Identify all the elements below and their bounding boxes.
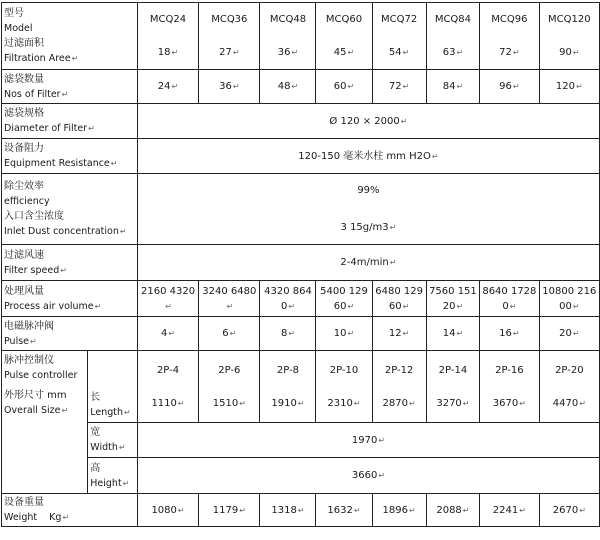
width-value: 1970↵: [137, 423, 599, 458]
paragraph-mark: ↵: [60, 265, 67, 275]
model-col-2: [199, 3, 260, 70]
pc-length-col-6: [426, 351, 479, 423]
filtration-area-value: 90↵: [559, 47, 580, 58]
width-label: [88, 423, 138, 458]
process-air-volume-label-cn: 处理风量: [4, 285, 44, 297]
weight-value: 2241↵: [480, 494, 540, 527]
filtration-area-value: 36↵: [277, 47, 299, 58]
pulse-controller-value: 2P-14: [438, 364, 468, 376]
weight-value: 1318↵: [260, 494, 316, 527]
paragraph-mark: ↵: [291, 82, 299, 91]
length-label-en: Length↵: [90, 407, 131, 418]
model-col-3: [260, 3, 316, 70]
pulse-controller-value: 2P-6: [218, 364, 241, 376]
row-height: [2, 458, 600, 494]
length-label: [88, 351, 138, 423]
nos-of-filter-label: [2, 70, 138, 104]
paragraph-mark: ↵: [572, 301, 580, 311]
paragraph-mark: ↵: [462, 505, 470, 515]
model-col-7: [480, 3, 540, 70]
paragraph-mark: ↵: [61, 89, 69, 99]
paragraph-mark: ↵: [62, 513, 70, 522]
diameter-of-filter-label: [2, 104, 138, 139]
nos-of-filter-value: 48↵: [260, 70, 316, 104]
paragraph-mark: ↵: [297, 398, 305, 408]
weight-value: 1080↵: [137, 494, 198, 527]
paragraph-mark: ↵: [239, 398, 246, 408]
paragraph-mark: ↵: [509, 301, 517, 311]
model-col-6: [426, 3, 479, 70]
diameter-of-filter-value: Ø 120 × 2000↵: [137, 104, 599, 139]
nos-of-filter-value: 24↵: [137, 70, 198, 104]
weight-label-cn: 设备重量: [4, 497, 44, 508]
paragraph-mark: ↵: [402, 329, 410, 338]
row-pulse-controller: [2, 351, 600, 423]
process-air-volume-value: 6480 12960↵: [372, 281, 426, 317]
pulse-controller-label-en: Pulse controller: [4, 370, 78, 381]
paragraph-mark: ↵: [353, 398, 361, 408]
paragraph-mark: ↵: [232, 82, 240, 91]
paragraph-mark: ↵: [389, 223, 397, 232]
paragraph-mark: ↵: [579, 398, 586, 408]
paragraph-mark: ↵: [177, 398, 185, 408]
paragraph-mark: ↵: [232, 48, 240, 57]
equipment-resistance-label: [2, 139, 138, 174]
paragraph-mark: ↵: [291, 48, 299, 57]
filtration-area-label-cn: 过滤面积: [4, 38, 44, 49]
pulse-value: 10↵: [316, 317, 372, 351]
filtration-area-value: 27↵: [219, 47, 240, 58]
paragraph-mark: ↵: [171, 82, 179, 91]
paragraph-mark: ↵: [456, 301, 464, 311]
height-label-en: Height↵: [90, 477, 130, 489]
weight-label-en: Weight Kg↵: [4, 512, 70, 523]
row-nos-of-filter: [2, 70, 600, 104]
paragraph-mark: ↵: [347, 329, 355, 338]
model-value: MCQ36: [211, 14, 248, 25]
paragraph-mark: ↵: [118, 443, 126, 452]
height-label: [88, 458, 138, 494]
model-value: MCQ96: [491, 14, 528, 25]
pulse-value: 8↵: [260, 317, 316, 351]
width-label-en: Width↵: [90, 442, 126, 453]
inlet-dust-value: 3 15g/m3↵: [340, 222, 397, 233]
paragraph-mark: ↵: [512, 48, 520, 57]
overall-size-label-cn: 外形尺寸 mm: [4, 390, 67, 401]
process-air-volume-value: 8640 17280↵: [480, 281, 540, 317]
pc-length-col-2: [199, 351, 260, 423]
filtration-area-value: 63↵: [442, 47, 464, 58]
weight-value: 2088↵: [426, 494, 479, 527]
paragraph-mark: ↵: [122, 478, 130, 488]
filtration-area-value: 18↵: [157, 47, 179, 58]
paragraph-mark: ↵: [579, 505, 586, 515]
paragraph-mark: ↵: [288, 301, 296, 311]
paragraph-mark: ↵: [239, 505, 246, 515]
model-col-1: [137, 3, 198, 70]
pc-length-col-3: [260, 351, 316, 423]
pc-length-col-1: [137, 351, 198, 423]
process-air-volume-value: 7560 15120↵: [426, 281, 479, 317]
nos-of-filter-value: 120↵: [539, 70, 599, 104]
paragraph-mark: ↵: [576, 82, 583, 91]
equipment-resistance-value: 120-150 毫米水柱 mm H2O↵: [137, 139, 599, 174]
filtration-area-value: 45↵: [333, 47, 355, 58]
paragraph-mark: ↵: [389, 258, 397, 267]
paragraph-mark: ↵: [519, 398, 526, 408]
diameter-of-filter-label-cn: 滤袋规格: [4, 108, 44, 119]
pulse-label-en: Pulse↵: [4, 335, 37, 347]
length-value: 1910↵: [271, 397, 305, 409]
paragraph-mark: ↵: [378, 471, 386, 480]
paragraph-mark: ↵: [88, 124, 95, 133]
paragraph-mark: ↵: [409, 505, 416, 515]
model-value: MCQ24: [149, 14, 187, 25]
row-process-air-volume: [2, 281, 600, 317]
pulse-controller-value: 2P-20: [555, 364, 584, 376]
row-equipment-resistance: [2, 139, 600, 174]
pulse-controller-value: 2P-10: [329, 364, 359, 376]
efficiency-inlet-cell: [137, 174, 599, 245]
pulse-value: 16↵: [480, 317, 540, 351]
paragraph-mark: ↵: [229, 329, 237, 338]
inlet-dust-label-en: Inlet Dust concentration↵: [4, 226, 127, 237]
paragraph-mark: ↵: [347, 48, 355, 57]
model-label-cell: [2, 3, 138, 70]
pulse-controller-value: 2P-4: [156, 364, 180, 376]
length-value: 1110↵: [151, 397, 185, 409]
paragraph-mark: ↵: [347, 301, 355, 311]
efficiency-label: [2, 174, 138, 245]
model-value: MCQ84: [434, 14, 472, 25]
paragraph-mark: ↵: [165, 301, 172, 311]
nos-of-filter-value: 84↵: [426, 70, 479, 104]
efficiency-label-cn: 除尘效率: [4, 181, 44, 192]
pulse-value: 14↵: [426, 317, 479, 351]
paragraph-mark: ↵: [402, 48, 410, 57]
width-label-cn: 宽: [90, 427, 101, 438]
efficiency-label-en: efficiency: [4, 196, 50, 207]
paragraph-mark: ↵: [226, 301, 234, 311]
paragraph-mark: ↵: [512, 82, 520, 91]
paragraph-mark: ↵: [353, 505, 361, 515]
filtration-area-label-en: Filtration Aree↵: [4, 53, 79, 64]
pulse-controller-overall-size-label: [2, 351, 88, 494]
spec-table: [1, 2, 600, 527]
model-col-8: [539, 3, 599, 70]
paragraph-mark: ↵: [456, 82, 464, 91]
paragraph-mark: ↵: [572, 329, 580, 338]
pc-length-col-7: [480, 351, 540, 423]
process-air-volume-value: 4320 8640↵: [260, 281, 316, 317]
model-value: MCQ48: [269, 14, 307, 25]
filter-speed-label-en: Filter speed↵: [4, 264, 67, 276]
paragraph-mark: ↵: [400, 116, 408, 126]
paragraph-mark: ↵: [456, 48, 464, 57]
paragraph-mark: ↵: [119, 227, 127, 236]
pc-length-col-5: [372, 351, 426, 423]
row-pulse: [2, 317, 600, 351]
weight-value: 1179↵: [199, 494, 260, 527]
pulse-controller-label-cn: 脉冲控制仪: [4, 355, 54, 366]
row-efficiency: [2, 174, 600, 245]
paragraph-mark: ↵: [168, 329, 176, 338]
length-value: 3270↵: [436, 397, 470, 409]
nos-of-filter-value: 96↵: [480, 70, 540, 104]
pulse-value: 6↵: [199, 317, 260, 351]
process-air-volume-value: 2160 4320↵: [137, 281, 198, 317]
equipment-resistance-label-en: Equipment Resistance↵: [4, 158, 118, 169]
nos-of-filter-value: 60↵: [316, 70, 372, 104]
pulse-label: [2, 317, 138, 351]
nos-of-filter-value: 72↵: [372, 70, 426, 104]
paragraph-mark: ↵: [402, 301, 410, 311]
model-value: MCQ120: [548, 14, 591, 25]
process-air-volume-value: 3240 6480↵: [199, 281, 260, 317]
row-diameter-of-filter: [2, 104, 600, 139]
paragraph-mark: ↵: [297, 505, 305, 515]
model-value: MCQ72: [381, 14, 418, 25]
length-value: 2870↵: [382, 397, 416, 409]
pulse-value: 12↵: [372, 317, 426, 351]
pulse-value: 20↵: [539, 317, 599, 351]
paragraph-mark: ↵: [572, 48, 580, 57]
pulse-controller-value: 2P-12: [384, 364, 414, 376]
paragraph-mark: ↵: [124, 408, 131, 417]
pulse-label-cn: 电磁脉冲阀: [4, 320, 54, 332]
process-air-volume-value: 10800 21600↵: [539, 281, 599, 317]
row-width: [2, 423, 600, 458]
paragraph-mark: ↵: [409, 398, 416, 408]
model-col-4: [316, 3, 372, 70]
pulse-controller-value: 2P-16: [495, 364, 524, 376]
weight-value: 1632↵: [316, 494, 372, 527]
model-label-cn: 型号: [4, 8, 24, 19]
paragraph-mark: ↵: [378, 435, 386, 445]
paragraph-mark: ↵: [71, 54, 79, 63]
row-weight: [2, 494, 600, 527]
row-model: [2, 3, 600, 70]
nos-of-filter-label-cn: 滤袋数量: [4, 73, 44, 85]
length-value: 2310↵: [327, 397, 361, 409]
nos-of-filter-value: 36↵: [199, 70, 260, 104]
height-value: 3660↵: [137, 458, 599, 494]
paragraph-mark: ↵: [519, 505, 526, 515]
equipment-resistance-label-cn: 设备阻力: [4, 143, 44, 154]
model-label-en: Model: [4, 23, 33, 34]
length-value: 4470↵: [552, 397, 586, 409]
inlet-dust-label-cn: 入口含尘浓度: [4, 211, 64, 222]
paragraph-mark: ↵: [30, 336, 37, 346]
length-label-cn: 长: [90, 392, 101, 403]
model-col-5: [372, 3, 426, 70]
filtration-area-value: 54↵: [388, 47, 410, 58]
process-air-volume-value: 5400 12960↵: [316, 281, 372, 317]
filter-speed-value: 2-4m/min↵: [137, 245, 599, 281]
nos-of-filter-label-en: Nos of Filter↵: [4, 88, 69, 100]
filter-speed-label-cn: 过滤风速: [4, 249, 44, 261]
pc-length-col-4: [316, 351, 372, 423]
paragraph-mark: ↵: [110, 159, 118, 168]
length-value: 1510↵: [212, 397, 246, 409]
paragraph-mark: ↵: [512, 329, 520, 338]
weight-value: 1896↵: [372, 494, 426, 527]
efficiency-value: 99%: [357, 185, 380, 196]
length-value: 3670↵: [492, 397, 526, 409]
paragraph-mark: ↵: [431, 151, 439, 161]
paragraph-mark: ↵: [456, 329, 464, 338]
pc-length-col-8: [539, 351, 599, 423]
paragraph-mark: ↵: [347, 82, 355, 91]
paragraph-mark: ↵: [288, 329, 296, 338]
paragraph-mark: ↵: [171, 48, 179, 57]
pulse-value: 4↵: [137, 317, 198, 351]
paragraph-mark: ↵: [94, 301, 102, 311]
weight-label: [2, 494, 138, 527]
paragraph-mark: ↵: [402, 82, 410, 91]
paragraph-mark: ↵: [462, 398, 470, 408]
process-air-volume-label: [2, 281, 138, 317]
process-air-volume-label-en: Process air volume↵: [4, 300, 102, 312]
paragraph-mark: ↵: [177, 505, 185, 515]
filtration-area-value: 72↵: [499, 47, 520, 58]
weight-value: 2670↵: [539, 494, 599, 527]
filter-speed-label: [2, 245, 138, 281]
paragraph-mark: ↵: [61, 406, 69, 415]
height-label-cn: 高: [90, 462, 101, 474]
model-value: MCQ60: [325, 14, 363, 25]
overall-size-label-en: Overall Size↵: [4, 405, 69, 416]
diameter-of-filter-label-en: Diameter of Filter↵: [4, 123, 95, 134]
row-filter-speed: [2, 245, 600, 281]
pulse-controller-value: 2P-8: [276, 364, 300, 376]
